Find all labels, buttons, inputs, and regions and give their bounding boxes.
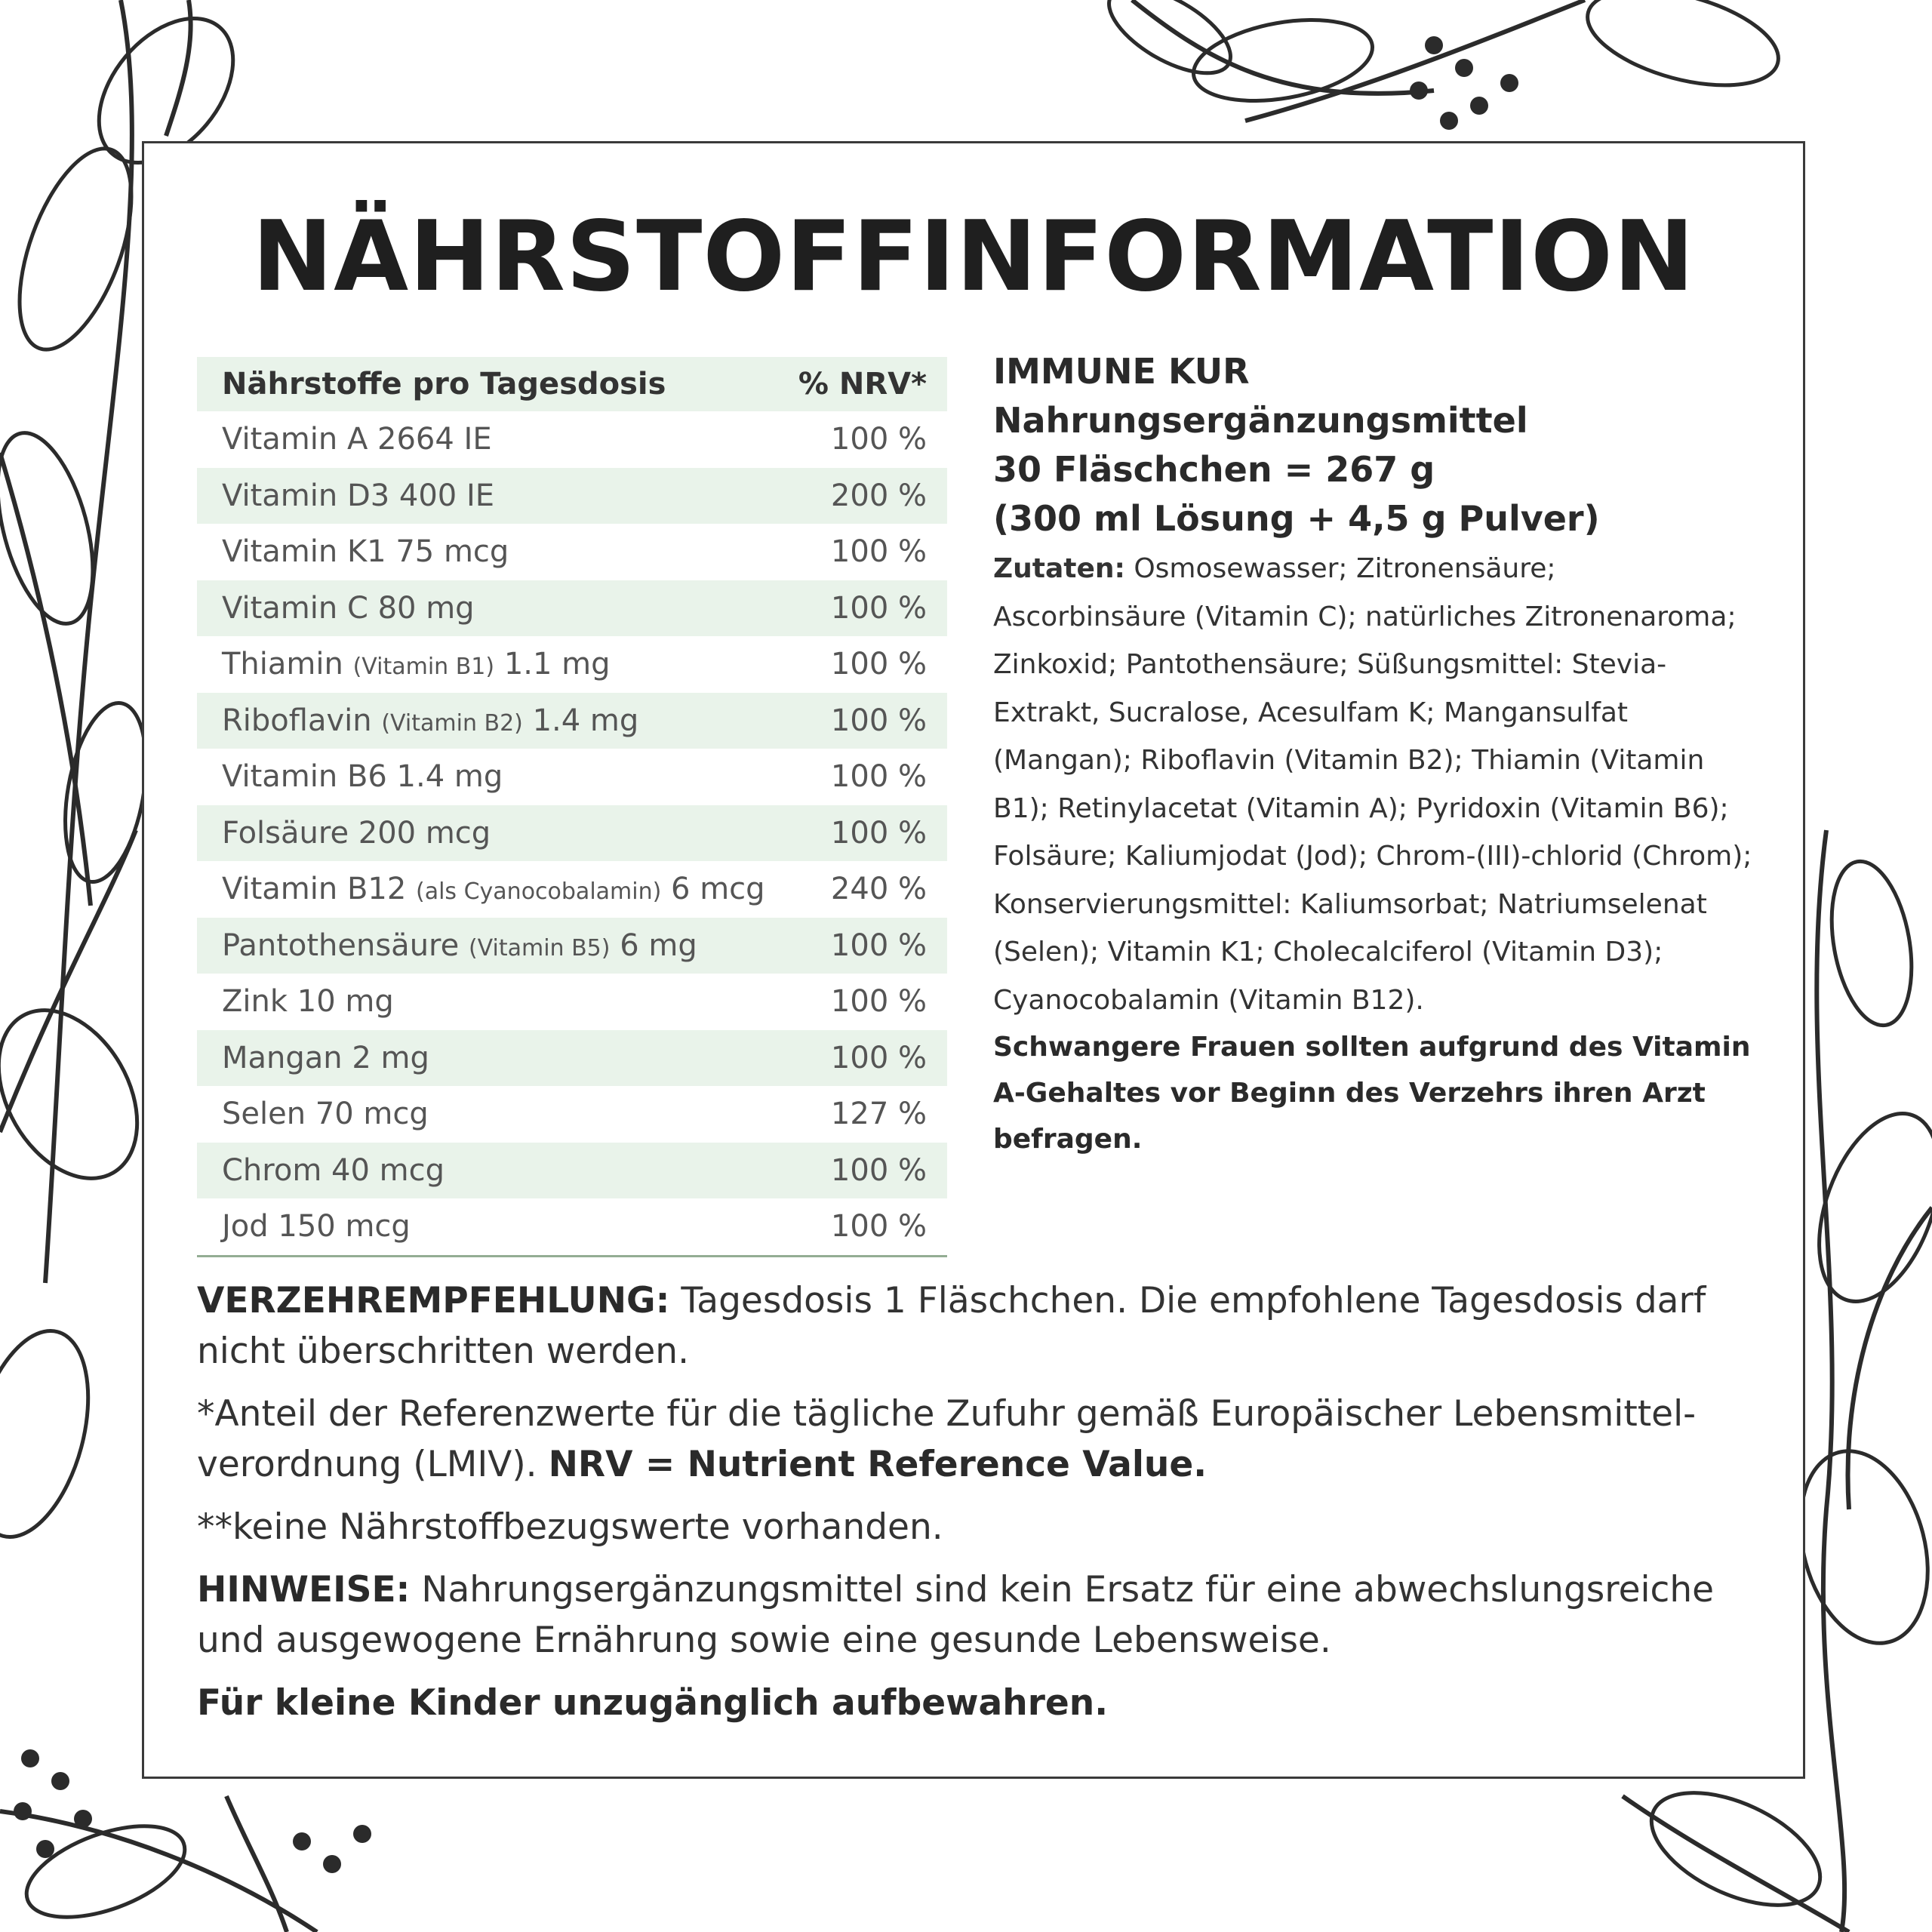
table-bottom-rule bbox=[197, 1255, 947, 1257]
nutrient-nrv: 200 % bbox=[830, 478, 927, 513]
nutrient-name: Thiamin (Vitamin B1) 1.1 mg bbox=[222, 647, 611, 682]
nutrient-nrv: 240 % bbox=[830, 872, 927, 907]
ingredients bbox=[993, 545, 1755, 1024]
ingredients-text: Osmosewasser; Zitronensäure; Ascorbinsäure (Vitamin C); natürliches Zitronenaroma; Zinkoxid; Pantothensäure; Süßungsmittel: Stevia-Extrakt, Sucralose, Acesulfam K; Mangansulfat (Mangan); Riboflavin (Vitamin B2); Thiamin (Vitamin B1); Retinylacetat (Vitamin A); Pyridoxin (Vitamin B6); Folsäure; Kaliumjodat (Jod); Chrom-(III)-chlorid (Chrom); Konservierungsmittel: Kaliumsorbat; Natriumselenat (Selen); Vitamin K1; Cholecalciferol (Vitamin D3); Cyanocobalamin (Vitamin B12). bbox=[993, 553, 1752, 1016]
product-info bbox=[993, 347, 1755, 1162]
nutrient-nrv: 100 % bbox=[830, 534, 927, 570]
product-composition: (300 ml Lösung + 4,5 g Pulver) bbox=[993, 498, 1600, 539]
nutrient-nrv: 100 % bbox=[830, 1040, 927, 1075]
nutrient-name: Vitamin B6 1.4 mg bbox=[222, 759, 503, 795]
children-warning: Für kleine Kinder unzugänglich aufbewahren. bbox=[197, 1682, 1109, 1724]
nutrient-row bbox=[197, 974, 947, 1030]
nutrient-nrv: 100 % bbox=[830, 590, 927, 626]
nutrient-name: Riboflavin (Vitamin B2) 1.4 mg bbox=[222, 703, 639, 738]
nutrient-nrv: 100 % bbox=[830, 984, 927, 1020]
nutrient-name: Vitamin K1 75 mcg bbox=[222, 534, 509, 570]
nutrient-note: (Vitamin B1) bbox=[352, 654, 495, 681]
nutrient-row bbox=[197, 749, 947, 805]
recommendation bbox=[197, 1275, 1767, 1377]
nutrient-name: Vitamin D3 400 IE bbox=[222, 478, 495, 513]
recommendation-label: VERZEHREMPFEHLUNG: bbox=[197, 1280, 670, 1321]
nutrient-row bbox=[197, 861, 947, 918]
nutrient-amount: 1.4 mg bbox=[532, 703, 639, 738]
notes-label: HINWEISE: bbox=[197, 1569, 411, 1611]
nutrient-name: Vitamin B12 (als Cyanocobalamin) 6 mcg bbox=[222, 872, 765, 907]
nutrient-row bbox=[197, 411, 947, 468]
product-name: IMMUNE KUR bbox=[993, 351, 1250, 392]
nutrient-name: Selen 70 mcg bbox=[222, 1097, 429, 1132]
nutrient-row bbox=[197, 693, 947, 749]
nutrient-row bbox=[197, 1030, 947, 1087]
no-reference-note: **keine Nährstoffbezugswerte vorhanden. bbox=[197, 1506, 943, 1548]
nutrient-row bbox=[197, 468, 947, 525]
nutrient-amount: 6 mg bbox=[620, 928, 697, 963]
notes bbox=[197, 1564, 1767, 1666]
nutrient-note: (Vitamin B2) bbox=[381, 709, 523, 737]
nutrient-name: Vitamin A 2664 IE bbox=[222, 422, 492, 457]
nutrient-row bbox=[197, 524, 947, 580]
nutrient-nrv: 100 % bbox=[830, 815, 927, 851]
notes-text: Nahrungsergänzungsmittel sind kein Ersatz für eine abwechslungsreiche und ausgewogene Ernährung sowie eine gesunde Lebensweise. bbox=[197, 1569, 1715, 1661]
nutrient-row bbox=[197, 918, 947, 974]
reference-text: *Anteil der Referenzwerte für die tägliche Zufuhr gemäß Europäischer Lebensmittel-verordnung (LMIV). bbox=[197, 1393, 1697, 1485]
nutrient-row bbox=[197, 805, 947, 862]
nutrient-row bbox=[197, 636, 947, 693]
nutrient-nrv: 100 % bbox=[830, 422, 927, 457]
nutrient-amount: 1.1 mg bbox=[503, 647, 611, 682]
product-type: Nahrungsergänzungsmittel bbox=[993, 400, 1528, 441]
nutrition-info-panel bbox=[142, 141, 1805, 1779]
recommendation-text: Tagesdosis 1 Fläschchen. Die empfohlene Tagesdosis darf nicht überschritten werden. bbox=[197, 1280, 1706, 1372]
nutrient-nrv: 100 % bbox=[830, 703, 927, 738]
nutrient-nrv: 100 % bbox=[830, 928, 927, 963]
nutrient-name: Vitamin C 80 mg bbox=[222, 590, 475, 626]
ingredients-label: Zutaten: bbox=[993, 553, 1125, 584]
nutrient-row bbox=[197, 1143, 947, 1199]
nutrient-name: Zink 10 mg bbox=[222, 984, 394, 1020]
nutrient-name: Mangan 2 mg bbox=[222, 1040, 429, 1075]
nutrient-nrv: 100 % bbox=[830, 1152, 927, 1188]
nutrient-note: (Vitamin B5) bbox=[468, 934, 611, 961]
nutrient-nrv: 127 % bbox=[830, 1097, 927, 1132]
reference-bold: NRV = Nutrient Reference Value. bbox=[548, 1444, 1208, 1485]
nutrient-row bbox=[197, 1086, 947, 1143]
nutrient-name: Pantothensäure (Vitamin B5) 6 mg bbox=[222, 928, 697, 963]
nutrient-nrv: 100 % bbox=[830, 1209, 927, 1244]
footer-notes bbox=[197, 1275, 1767, 1740]
nutrient-table-header bbox=[197, 357, 947, 411]
nutrient-row bbox=[197, 580, 947, 637]
nutrient-row bbox=[197, 1198, 947, 1255]
nutrient-amount: 6 mcg bbox=[671, 872, 765, 907]
reference-note bbox=[197, 1389, 1767, 1490]
nutrient-table bbox=[197, 357, 947, 1257]
header-nrv: % NRV* bbox=[798, 367, 927, 401]
nutrient-name: Chrom 40 mcg bbox=[222, 1152, 445, 1188]
page-title: NÄHRSTOFFINFORMATION bbox=[252, 201, 1695, 313]
nutrient-nrv: 100 % bbox=[830, 759, 927, 795]
nutrient-name: Jod 150 mcg bbox=[222, 1209, 411, 1244]
nutrient-note: (als Cyanocobalamin) bbox=[416, 878, 662, 906]
pregnancy-warning: Schwangere Frauen sollten aufgrund des Vitamin A-Gehaltes vor Beginn des Verzehrs ihren Arzt befragen. bbox=[993, 1032, 1751, 1155]
product-quantity: 30 Fläschchen = 267 g bbox=[993, 449, 1435, 490]
nutrient-name: Folsäure 200 mcg bbox=[222, 815, 491, 851]
nutrient-nrv: 100 % bbox=[830, 647, 927, 682]
header-nutrients: Nährstoffe pro Tagesdosis bbox=[222, 367, 666, 401]
